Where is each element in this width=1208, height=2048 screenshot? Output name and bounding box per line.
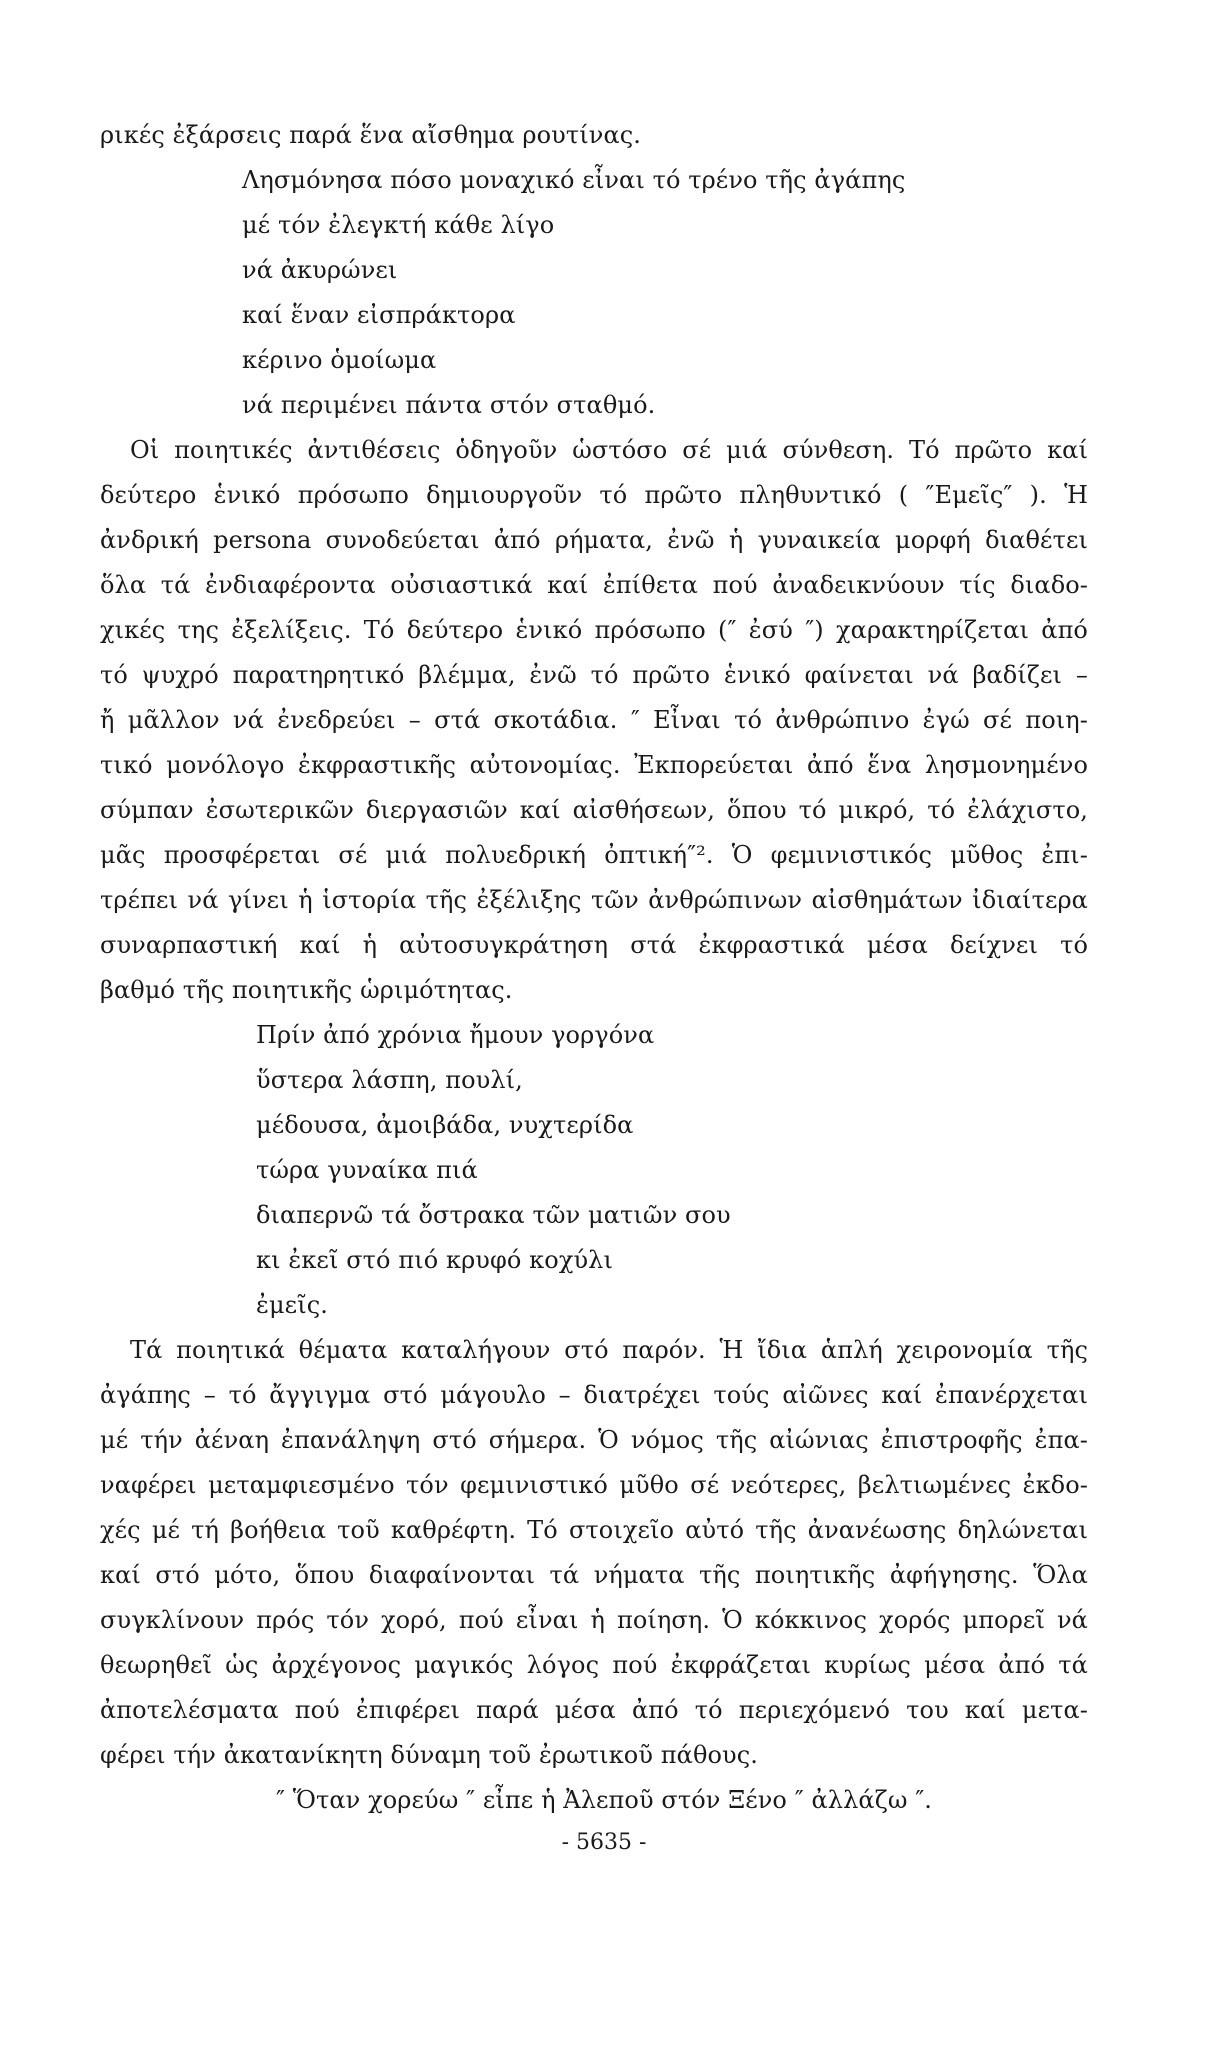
closing-quote: ″ Ὅταν χορεύω ″ εἶπε ἡ Ἀλεποῦ στόν Ξένο ″ ἀλλάζω ″. bbox=[275, 1786, 933, 1814]
poem-2-line: τώρα γυναίκα πιά bbox=[256, 1156, 478, 1184]
paragraph-line: ἤ μᾶλλον νά ἐνεδρεύει – στά σκοτάδια. ″ Εἶναι τό ἀνθρώπινο ἐγώ σέ ποιη- bbox=[100, 706, 1088, 734]
poem-2-line: διαπερνῶ τά ὄστρακα τῶν ματιῶν σου bbox=[256, 1201, 731, 1229]
paragraph-line: βαθμό τῆς ποιητικῆς ὡριμότητας. bbox=[100, 976, 513, 1004]
poem-2-line: ἐμεῖς. bbox=[256, 1291, 328, 1319]
paragraph-line: σύμπαν ἐσωτερικῶν διεργασιῶν καί αἰσθήσεων, ὅπου τό μικρό, τό ἐλάχιστο, bbox=[100, 796, 1088, 824]
poem-2-line: ὕστερα λάσπη, πουλί, bbox=[256, 1066, 523, 1094]
paragraph-line: θεωρηθεῖ ὡς ἀρχέγονος μαγικός λόγος πού ἐκφράζεται κυρίως μέσα ἀπό τά bbox=[100, 1651, 1088, 1679]
page-number: - 5635 - bbox=[561, 1830, 647, 1855]
poem-1-line: νά ἀκυρώνει bbox=[242, 256, 398, 284]
poem-2-line: Πρίν ἀπό χρόνια ἤμουν γοργόνα bbox=[256, 1021, 655, 1049]
opening-line: ρικές ἐξάρσεις παρά ἕνα αἴσθημα ρουτίνας. bbox=[100, 121, 642, 149]
paragraph-line: Τά ποιητικά θέματα καταλήγουν στό παρόν. Ἡ ἴδια ἁπλή χειρονομία τῆς bbox=[130, 1336, 1088, 1364]
paragraph-line: ἀγάπης – τό ἄγγιγμα στό μάγουλο – διατρέχει τούς αἰῶνες καί ἐπανέρχεται bbox=[100, 1381, 1088, 1409]
paragraph-line: ἀνδρική persona συνοδεύεται ἀπό ρήματα, ἐνῶ ἡ γυναικεία μορφή διαθέτει bbox=[100, 526, 1088, 554]
paragraph-line: μᾶς προσφέρεται σέ μιά πολυεδρική ὀπτική″². Ὁ φεμινιστικός μῦθος ἐπι- bbox=[100, 841, 1088, 869]
paragraph-line: ἀποτελέσματα πού ἐπιφέρει παρά μέσα ἀπό τό περιεχόμενό του καί μετα- bbox=[100, 1696, 1088, 1724]
paragraph-line: τό ψυχρό παρατηρητικό βλέμμα, ἐνῶ τό πρῶτο ἑνικό φαίνεται νά βαδίζει – bbox=[100, 661, 1088, 689]
poem-1-line: Λησμόνησα πόσο μοναχικό εἶναι τό τρένο τῆς ἀγάπης bbox=[242, 166, 906, 194]
paragraph-line: καί στό μότο, ὅπου διαφαίνονται τά νήματα τῆς ποιητικῆς ἀφήγησης. Ὅλα bbox=[100, 1561, 1088, 1589]
paragraph-line: συναρπαστική καί ἡ αὐτοσυγκράτηση στά ἐκφραστικά μέσα δείχνει τό bbox=[100, 931, 1088, 959]
paragraph-line: τικό μονόλογο ἐκφραστικῆς αὐτονομίας. Ἐκπορεύεται ἀπό ἕνα λησμονημένο bbox=[100, 751, 1088, 779]
poem-1-line: μέ τόν ἐλεγκτή κάθε λίγο bbox=[242, 211, 555, 239]
paragraph-line: δεύτερο ἑνικό πρόσωπο δημιουργοῦν τό πρῶτο πληθυντικό ( ″Εμεῖς″ ). Ἡ bbox=[100, 481, 1088, 509]
paragraph-line: ὅλα τά ἐνδιαφέροντα οὐσιαστικά καί ἐπίθετα πού ἀναδεικνύουν τίς διαδο- bbox=[100, 571, 1088, 599]
paragraph-line: χές μέ τή βοήθεια τοῦ καθρέφτη. Τό στοιχεῖο αὐτό τῆς ἀνανέωσης δηλώνεται bbox=[100, 1516, 1088, 1544]
poem-1-line: καί ἕναν εἰσπράκτορα bbox=[242, 301, 516, 329]
paragraph-line: ναφέρει μεταμφιεσμένο τόν φεμινιστικό μῦθο σέ νεότερες, βελτιωμένες ἐκδο- bbox=[100, 1471, 1088, 1499]
paragraph-line: φέρει τήν ἀκατανίκητη δύναμη τοῦ ἐρωτικοῦ πάθους. bbox=[100, 1741, 758, 1769]
paragraph-line: συγκλίνουν πρός τόν χορό, πού εἶναι ἡ ποίηση. Ὁ κόκκινος χορός μπορεῖ νά bbox=[100, 1606, 1088, 1634]
paragraph-line: μέ τήν ἀέναη ἐπανάληψη στό σήμερα. Ὁ νόμος τῆς αἰώνιας ἐπιστροφῆς ἐπα- bbox=[100, 1426, 1088, 1454]
paragraph-line: τρέπει νά γίνει ἡ ἱστορία τῆς ἐξέλιξης τῶν ἀνθρώπινων αἰσθημάτων ἰδιαίτερα bbox=[100, 886, 1088, 914]
poem-1-line: κέρινο ὁμοίωμα bbox=[242, 346, 437, 374]
poem-2-line: μέδουσα, ἀμοιβάδα, νυχτερίδα bbox=[256, 1111, 634, 1139]
poem-2-line: κι ἐκεῖ στό πιό κρυφό κοχύλι bbox=[256, 1246, 613, 1274]
paragraph-line: χικές της ἐξελίξεις. Τό δεύτερο ἑνικό πρόσωπο (″ ἐσύ ″) χαρακτηρίζεται ἀπό bbox=[100, 616, 1088, 644]
poem-1-line: νά περιμένει πάντα στόν σταθμό. bbox=[242, 391, 656, 419]
paragraph-line: Οἱ ποιητικές ἀντιθέσεις ὁδηγοῦν ὡστόσο σέ μιά σύνθεση. Τό πρῶτο καί bbox=[130, 436, 1088, 464]
